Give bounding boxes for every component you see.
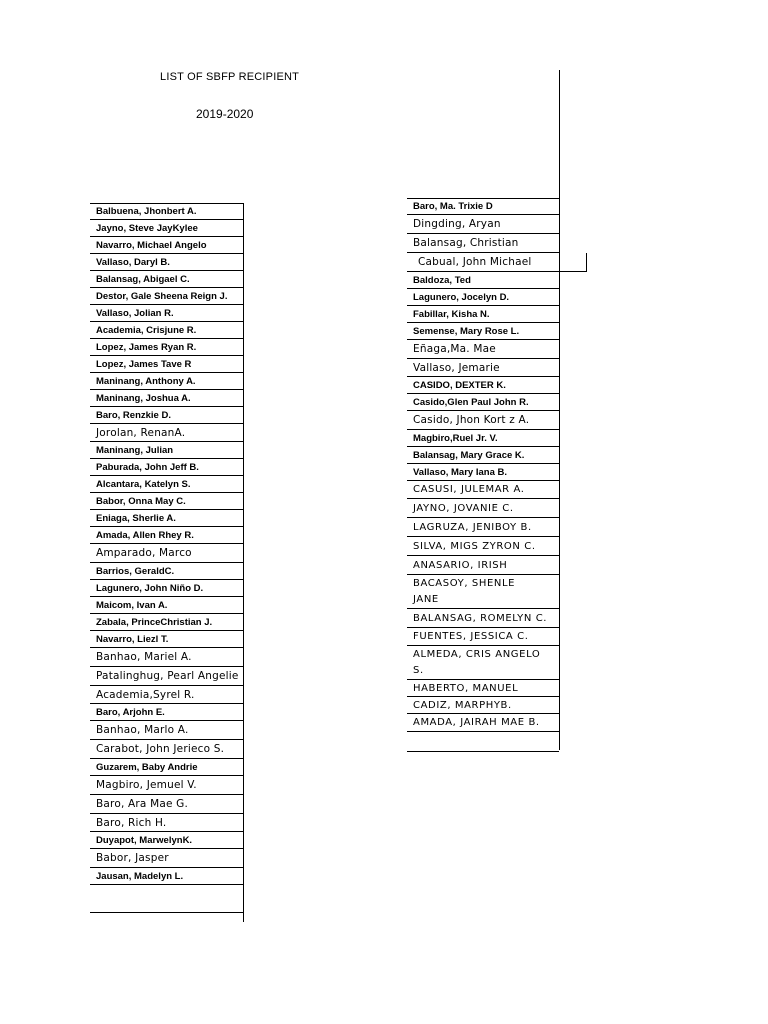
recipient-name: Academia, Crisjune R.	[96, 324, 197, 336]
recipient-name: Patalinghug, Pearl Angelie	[96, 670, 239, 682]
recipient-row	[407, 714, 559, 732]
recipient-row	[407, 481, 559, 499]
recipient-row	[407, 306, 559, 323]
recipient-name: Barrios, GeraldC.	[96, 565, 175, 577]
recipient-name: Duyapot, MarwelynK.	[96, 834, 193, 846]
recipient-name: Eñaga,Ma. Mae	[413, 343, 496, 355]
recipient-name: Carabot, John Jerieco S.	[96, 743, 225, 755]
recipient-name: Balansag, Mary Grace K.	[413, 449, 525, 461]
recipient-name: Navarro, Liezl T.	[96, 633, 169, 645]
right-table-right-border	[559, 198, 560, 750]
recipient-row	[407, 464, 559, 481]
recipient-name: Semense, Mary Rose L.	[413, 325, 520, 337]
recipient-row	[90, 442, 243, 459]
recipient-row	[407, 289, 559, 306]
recipient-name: Amparado, Marco	[96, 547, 192, 559]
recipient-name: ALMEDA, CRIS ANGELO S.	[413, 648, 541, 676]
recipient-name: Lagunero, Jocelyn D.	[413, 291, 510, 303]
recipient-row	[90, 203, 243, 220]
recipient-name: Balansag, Abigael C.	[96, 273, 190, 285]
recipient-name: Destor, Gale Sheena Reign J.	[96, 290, 228, 302]
recipient-name: JAYNO, JOVANIE C.	[413, 502, 514, 514]
recipient-row	[407, 697, 559, 714]
left-table-right-border	[243, 203, 244, 922]
right-column-top-rule	[559, 70, 560, 198]
recipient-row	[407, 537, 559, 556]
recipient-row	[90, 288, 243, 305]
recipient-row	[90, 740, 243, 759]
recipient-row	[90, 849, 243, 868]
recipient-name: Academia,Syrel R.	[96, 688, 195, 701]
recipient-row	[90, 631, 243, 648]
recipient-row	[90, 580, 243, 597]
recipient-row	[90, 476, 243, 493]
recipient-name: Jausan, Madelyn L.	[96, 870, 184, 882]
recipient-row	[90, 544, 243, 563]
recipient-name: Vallaso, Mary Iana B.	[413, 466, 507, 478]
recipient-name: Magbiro, Jemuel V.	[96, 779, 197, 791]
recipient-name: Navarro, Michael Angelo	[96, 239, 207, 251]
recipient-row	[90, 407, 243, 424]
recipient-row	[90, 271, 243, 288]
recipient-name: Baro, Arjohn E.	[96, 706, 165, 718]
recipient-row	[90, 563, 243, 580]
right-recipient-list	[407, 198, 559, 752]
recipient-row	[407, 680, 559, 697]
recipient-row	[90, 254, 243, 271]
recipient-row	[90, 527, 243, 544]
recipient-row	[407, 323, 559, 340]
recipient-row	[90, 686, 243, 704]
recipient-name: Vallaso, Jolian R.	[96, 307, 174, 319]
page-title: LIST OF SBFP RECIPIENT	[160, 71, 300, 83]
recipient-row	[90, 832, 243, 849]
recipient-row	[407, 272, 559, 289]
recipient-row	[407, 732, 559, 752]
recipient-row	[90, 721, 243, 740]
recipient-name: Casido, Jhon Kort z A.	[413, 414, 530, 426]
recipient-name: Cabual, John Michael	[418, 256, 532, 268]
recipient-row	[90, 339, 243, 356]
recipient-name: CADIZ, MARPHYB.	[413, 699, 512, 711]
recipient-row	[407, 394, 559, 411]
recipient-name: Fabillar, Kisha N.	[413, 308, 490, 320]
recipient-name: Lagunero, John Niño D.	[96, 582, 204, 594]
recipient-row	[90, 424, 243, 442]
recipient-row	[407, 499, 559, 518]
recipient-row	[90, 220, 243, 237]
recipient-name: Maninang, Anthony A.	[96, 375, 196, 387]
recipient-name: Balansag, Christian	[413, 237, 519, 249]
recipient-row	[407, 575, 559, 609]
recipient-row	[90, 305, 243, 322]
recipient-row	[90, 795, 243, 814]
recipient-name: Maninang, Joshua A.	[96, 392, 191, 404]
recipient-row	[90, 493, 243, 510]
recipient-row	[90, 322, 243, 339]
recipient-row	[407, 253, 587, 272]
recipient-name: Baro, Ma. Trixie D	[413, 200, 493, 212]
recipient-name: Banhao, Marlo A.	[96, 724, 189, 736]
recipient-row	[407, 234, 559, 253]
recipient-name: SILVA, MIGS ZYRON C.	[413, 540, 536, 552]
recipient-name: CASIDO, DEXTER K.	[413, 379, 506, 391]
recipient-row	[90, 667, 243, 686]
recipient-name: Zabala, PrinceChristian J.	[96, 616, 213, 628]
recipient-name: Baro, Renzkie D.	[96, 409, 171, 421]
recipient-name: Babor, Jasper	[96, 852, 169, 864]
recipient-name: Jorolan, RenanA.	[96, 426, 186, 439]
recipient-name: AMADA, JAIRAH MAE B.	[413, 717, 540, 728]
recipient-row	[90, 356, 243, 373]
recipient-name: Jayno, Steve JayKylee	[96, 222, 198, 234]
recipient-row	[407, 340, 559, 359]
recipient-name: Maicom, Ivan A.	[96, 599, 168, 611]
recipient-name: Magbiro,Ruel Jr. V.	[413, 432, 498, 444]
recipient-row	[407, 646, 559, 680]
recipient-name: Amada, Allen Rhey R.	[96, 529, 194, 541]
recipient-name: Dingding, Aryan	[413, 218, 501, 230]
school-year: 2019-2020	[196, 107, 254, 121]
recipient-row	[407, 628, 559, 646]
recipient-row	[407, 430, 559, 447]
recipient-name: Baro, Ara Mae G.	[96, 798, 189, 810]
recipient-row	[407, 359, 559, 377]
recipient-row	[90, 759, 243, 776]
recipient-row	[90, 648, 243, 667]
recipient-row	[90, 237, 243, 254]
recipient-row	[90, 776, 243, 795]
recipient-name: Lopez, James Ryan R.	[96, 341, 197, 353]
recipient-row	[407, 377, 559, 394]
recipient-row	[90, 459, 243, 476]
recipient-row	[90, 885, 243, 913]
recipient-row	[90, 373, 243, 390]
recipient-row	[407, 215, 559, 234]
recipient-name: Casido,Glen Paul John R.	[413, 396, 529, 408]
recipient-name: Vallaso, Jemarie	[413, 361, 500, 374]
recipient-name: Lopez, James Tave R	[96, 358, 192, 370]
recipient-row	[407, 447, 559, 464]
recipient-name: Baldoza, Ted	[413, 274, 471, 286]
recipient-name: Eniaga, Sherlie A.	[96, 512, 176, 524]
recipient-row	[90, 597, 243, 614]
recipient-name: LAGRUZA, JENIBOY B.	[413, 521, 532, 533]
recipient-name: Baro, Rich H.	[96, 816, 167, 829]
recipient-row	[90, 510, 243, 527]
recipient-row	[407, 518, 559, 537]
recipient-name: Babor, Onna May C.	[96, 495, 186, 507]
recipient-name: Maninang, Julian	[96, 444, 174, 456]
recipient-name: ANASARIO, IRISH	[413, 559, 508, 571]
recipient-name: Alcantara, Katelyn S.	[96, 478, 191, 490]
recipient-name: Paburada, John Jeff B.	[96, 461, 199, 473]
recipient-name: Banhao, Mariel A.	[96, 651, 192, 663]
left-recipient-list	[90, 203, 243, 913]
recipient-name: BACASOY, SHENLE JANE	[413, 577, 516, 605]
recipient-row	[407, 411, 559, 430]
recipient-name: HABERTO, MANUEL	[413, 682, 519, 694]
recipient-name: FUENTES, JESSICA C.	[413, 631, 529, 642]
recipient-name: BALANSAG, ROMELYN C.	[413, 612, 548, 624]
recipient-row	[90, 814, 243, 832]
recipient-row	[90, 390, 243, 407]
recipient-row	[90, 614, 243, 631]
recipient-name: Guzarem, Baby Andrie	[96, 761, 198, 773]
recipient-name: Vallaso, Daryl B.	[96, 256, 170, 268]
recipient-name: CASUSI, JULEMAR A.	[413, 484, 525, 495]
recipient-row	[90, 704, 243, 721]
recipient-name: Balbuena, Jhonbert A.	[96, 205, 197, 217]
recipient-row	[90, 868, 243, 885]
recipient-row	[407, 609, 559, 628]
recipient-row	[407, 198, 559, 215]
recipient-row	[407, 556, 559, 575]
